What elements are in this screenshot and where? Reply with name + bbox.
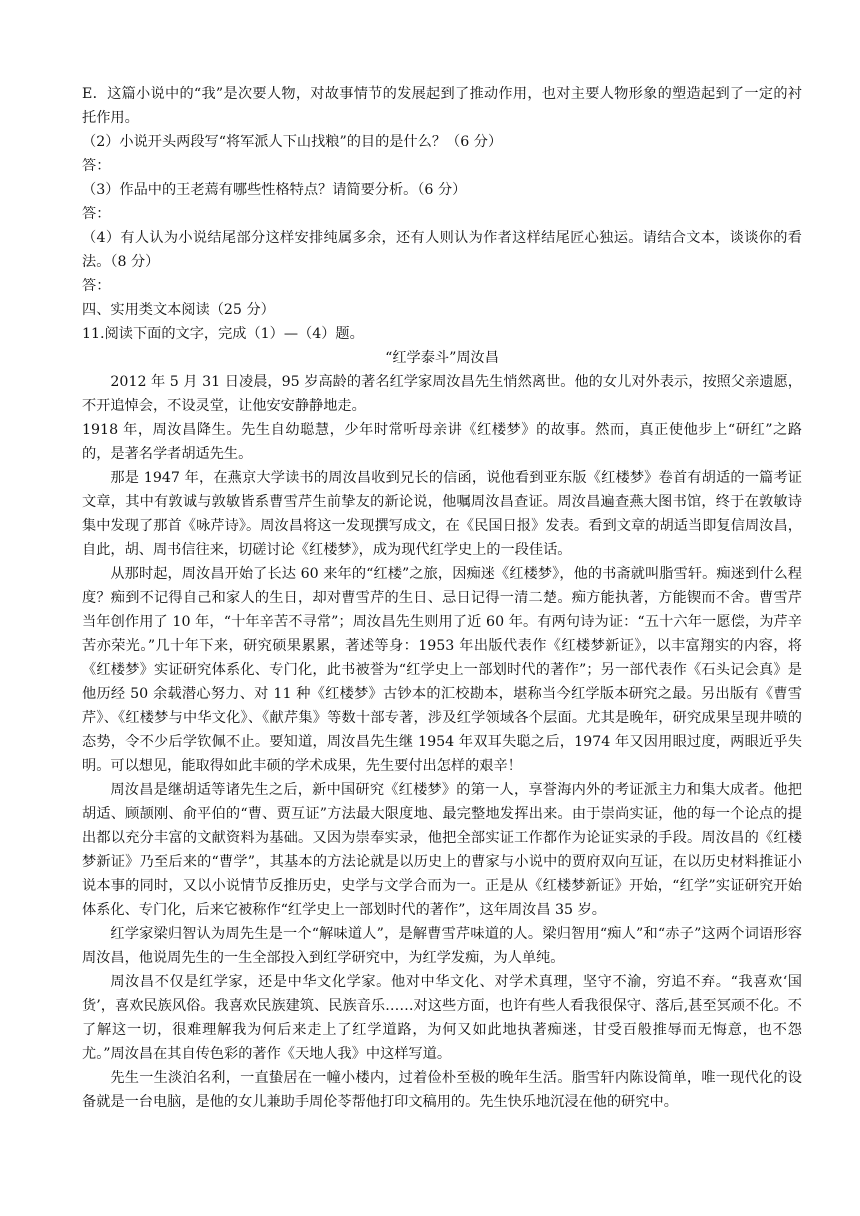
answer-label-2: 答： [82,158,111,174]
answer-label-3: 答： [82,206,111,222]
article-paragraph: 周汝昌不仅是红学家，还是中华文化学家。他对中华文化、对学术真理，坚守不渝，穷追不弃。“我喜欢‘国货’，喜欢民族风俗。我喜欢民族建筑、民族音乐……对这些方面，也许有些人看我很保守、落后,甚至冥顽不化。不了解这一切，很难理解我为何后来走上了红学道路，为何又如此地执著痴迷，甘受百般推辱而无悔意，也不怨尤。”周汝昌在其自传色彩的著作《天地人我》中这样写道。 [82,974,802,1062]
question-option-e: E．这篇小说中的“我”是次要人物，对故事情节的发展起到了推动作用，也对主要人物形象的塑造起到了一定的衬托作用。 [82,86,802,126]
section-heading: 四、实用类文本阅读（25 分） [82,302,275,318]
answer-label-4: 答： [82,278,111,294]
question-3: （3）作品中的王老蔫有哪些性格特点？请简要分析。（6 分） [82,182,467,198]
article-paragraph: 1918 年，周汝昌降生。先生自幼聪慧，少年时常听母亲讲《红楼梦》的故事。然而，真正使他步上“研红”之路的，是著名学者胡适先生。 [82,422,802,462]
article-paragraph: 先生一生淡泊名利，一直蛰居在一幢小楼内，过着俭朴至极的晚年生活。脂雪轩内陈设简单，唯一现代化的设备就是一台电脑，是他的女儿兼助手周伦苓帮他打印文稿用的。先生快乐地沉浸在他的研究中。 [82,1070,802,1110]
question-4: （4）有人认为小说结尾部分这样安排纯属多余，还有人则认为作者这样结尾匠心独运。请结合文本，谈谈你的看法。（8 分） [82,230,802,270]
article-title: “红学泰斗”周汝昌 [385,350,499,366]
question-instruction: 11.阅读下面的文字，完成（1）—（4）题。 [82,326,364,342]
article-paragraph: 2012 年 5 月 31 日凌晨，95 岁高龄的著名红学家周汝昌先生悄然离世。他的女儿对外表示，按照父亲遗愿，不开追悼会，不设灵堂，让他安安静静地走。 [82,374,802,414]
article-paragraph: 从那时起，周汝昌开始了长达 60 来年的“红楼”之旅，因痴迷《红楼梦》，他的书斋就叫脂雪轩。痴迷到什么程度？痴到不记得自己和家人的生日，却对曹雪芹的生日、忌日记得一清二楚。痴方能执著，方能锲而不舍。曹雪芹当年创作用了 10 年，“十年辛苦不寻常”；周汝昌先生则用了近 60 年。有两句诗为证：“五十六年一愿偿，为芹辛苦亦荣光。”几十年下来，研究硕果累累，著述等身：1953 年出版代表作《红楼梦新证》，以丰富翔实的内容，将《红楼梦》实证研究体系化、专门化，此书被誉为“红学史上一部划时代的著作”；另一部代表作《石头记会真》是他历经 50 余载潜心努力、对 11 种《红楼梦》古钞本的汇校勘本，堪称当今红学版本研究之最。另出版有《曹雪芹》、《红楼梦与中华文化》、《献芹集》等数十部专著，涉及红学领域各个层面。尤其是晚年，研究成果呈现井喷的态势，令不少后学钦佩不止。要知道，周汝昌先生继 1954 年双耳失聪之后，1974 年又因用眼过度，两眼近乎失明。可以想见，能取得如此丰硕的学术成果，先生要付出怎样的艰辛！ [82,566,802,774]
question-2: （2）小说开头两段写“将军派人下山找粮”的目的是什么？（6 分） [82,134,503,150]
article-paragraph: 周汝昌是继胡适等诸先生之后，新中国研究《红楼梦》的第一人，享誉海内外的考证派主力和集大成者。他把胡适、顾颉刚、俞平伯的“曹、贾互证”方法最大限度地、最完整地发挥出来。由于崇尚实证，他的每一个论点的提出都以充分丰富的文献资料为基础。又因为崇奉实录，他把全部实证工作都作为论证实录的手段。周汝昌的《红楼梦新证》乃至后来的“曹学”，其基本的方法论就是以历史上的曹家与小说中的贾府双向互证，在以历史材料推证小说本事的同时，又以小说情节反推历史，史学与文学合而为一。正是从《红楼梦新证》开始，“红学”实证研究开始体系化、专门化，后来它被称作“红学史上一部划时代的著作”，这年周汝昌 35 岁。 [82,782,802,918]
article-paragraph: 红学家梁归智认为周先生是一个“解味道人”，是解曹雪芹味道的人。梁归智用“痴人”和“赤子”这两个词语形容周汝昌，他说周先生的一生全部投入到红学研究中，为红学发痴，为人单纯。 [82,926,802,966]
article-paragraph: 那是 1947 年，在燕京大学读书的周汝昌收到兄长的信函，说他看到亚东版《红楼梦》卷首有胡适的一篇考证文章，其中有敦诚与敦敏皆系曹雪芹生前挚友的新论说，他嘱周汝昌查证。周汝昌遍查燕大图书馆，终于在敦敏诗集中发现了那首《咏芹诗》。周汝昌将这一发现撰写成文，在《民国日报》发表。看到文章的胡适当即复信周汝昌，自此，胡、周书信往来，切磋讨论《红楼梦》，成为现代红学史上的一段佳话。 [82,470,802,558]
